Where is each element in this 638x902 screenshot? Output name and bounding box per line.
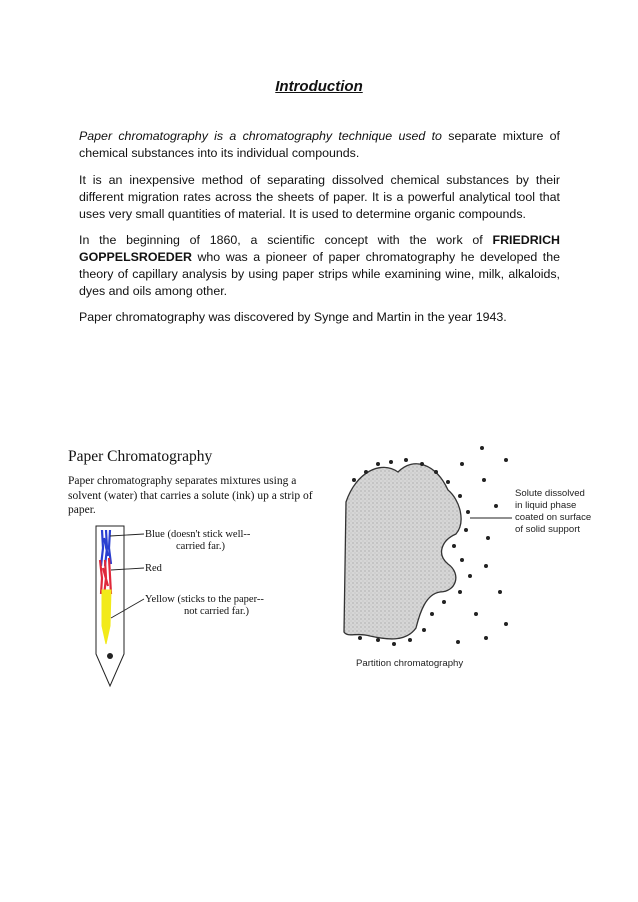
solid-support: [344, 464, 461, 639]
history-end: who was a pioneer of paper chromatography he developed the theory of capillary analysis by using paper strips while examining wine, milk, alkaloids, dyes and oils among other.: [79, 250, 560, 298]
page-title: Introduction: [275, 78, 363, 95]
figure-title: Paper Chromatography: [68, 448, 213, 465]
paragraph-history: [79, 232, 560, 300]
figure-description: Paper chromatography separates mixtures using a solvent (water) that carries a solute (ink) up a strip of paper.: [68, 475, 313, 516]
definition-rest: separate mixture of chemical substances into its individual compounds.: [79, 129, 560, 160]
label-yellow-line1: Yellow (sticks to the paper--: [145, 594, 264, 605]
label-blue-line2: carried far.): [176, 541, 225, 552]
solute-label-line4: of solid support: [515, 524, 581, 535]
red-pointer: [111, 568, 144, 570]
paragraph-method: It is an inexpensive method of separating dissolved chemical substances by their different migration rates across the sheets of paper. It is a powerful analytical tool that uses very small quantities of material. It is used to determine organic compounds.: [79, 173, 560, 221]
yellow-band: [102, 590, 111, 644]
blue-pointer: [110, 534, 144, 536]
label-red: Red: [145, 563, 162, 574]
label-blue-line1: Blue (doesn't stick well--: [145, 529, 251, 540]
figure-paper-chromatography: [66, 448, 326, 698]
solute-label: [515, 488, 595, 536]
partition-illustration: [336, 442, 586, 682]
free-dots: [456, 446, 508, 644]
paragraph-definition: [79, 128, 560, 162]
yellow-pointer: [111, 599, 144, 618]
figure-partition-chromatography: [336, 442, 592, 682]
solute-label-line3: coated on surface: [515, 512, 592, 523]
definition-italic: Paper chromatography is a chromatography technique used to: [79, 129, 442, 143]
solute-label-line2: in liquid phase: [515, 500, 577, 511]
paragraph-discovery: Paper chromatography was discovered by Synge and Martin in the year 1943.: [79, 310, 507, 324]
sample-spot: [107, 653, 113, 659]
solute-label-line1: Solute dissolved: [515, 488, 585, 499]
label-yellow-line2: not carried far.): [184, 606, 250, 617]
history-start: In the beginning of 1860, a scientific concept with the work of: [79, 233, 493, 247]
history-name: FRIEDRICH GOPPELSROEDER: [79, 233, 560, 264]
partition-caption: Partition chromatography: [356, 658, 464, 669]
